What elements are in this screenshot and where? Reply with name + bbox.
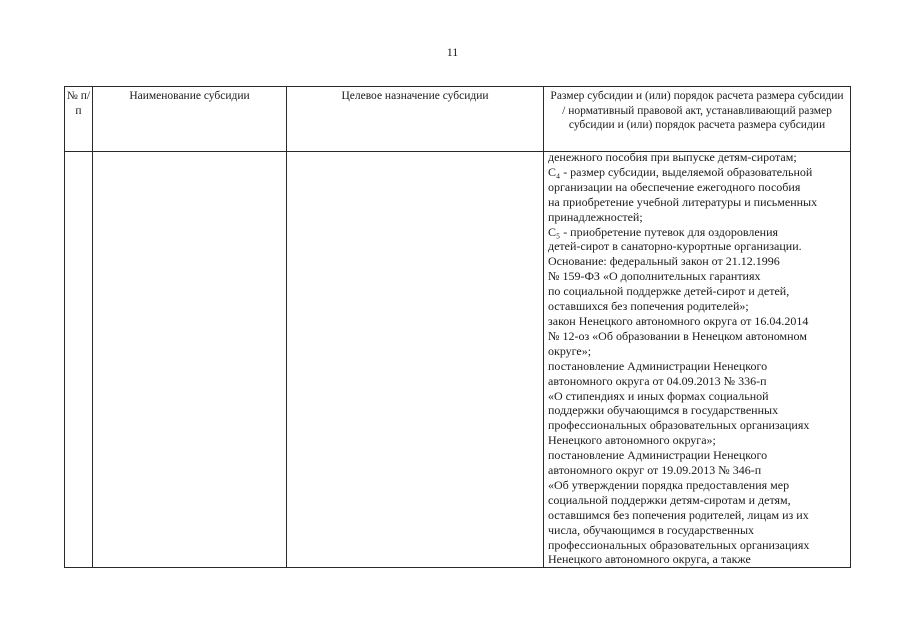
text-line: № 159-ФЗ «О дополнительных гарантиях xyxy=(548,269,761,284)
page-number: 11 xyxy=(446,45,459,59)
cell-subsidy-size xyxy=(544,152,851,568)
text-line: автономного округ от 19.09.2013 № 346-п xyxy=(548,463,762,478)
text-line: оставшихся без попечения родителей»; xyxy=(548,299,749,314)
text-line: поддержки обучающимся в государственных xyxy=(548,403,779,418)
text-line: закон Ненецкого автономного округа от 16.04.2014 xyxy=(548,313,809,328)
subsidy-table xyxy=(64,86,851,568)
text-line: округе»; xyxy=(548,343,592,358)
text-line: Основание: федеральный закон от 21.12.1996 xyxy=(548,254,780,269)
table-header-row xyxy=(65,87,851,152)
text-line: принадлежностей; xyxy=(548,209,643,224)
text-line: C₄ - размер субсидии, выделяемой образовательной xyxy=(548,164,813,179)
text-line: постановление Администрации Ненецкого xyxy=(548,358,768,373)
text-line: числа, обучающимся в государственных xyxy=(548,522,755,537)
cell-subsidy-purpose xyxy=(287,152,544,568)
text-line: № 12-оз «Об образовании в Ненецком автономном xyxy=(548,328,807,343)
subsidy-size-text xyxy=(544,150,850,567)
text-line: постановление Администрации Ненецкого xyxy=(548,448,768,463)
header-subsidy-purpose: Целевое назначение субсидии xyxy=(287,87,544,152)
text-line: социальной поддержки детям-сиротам и детям, xyxy=(548,492,791,507)
header-subsidy-name: Наименование субсидии xyxy=(93,87,287,152)
cell-subsidy-name xyxy=(93,152,287,568)
text-line: денежного пособия при выпуске детям-сиротам; xyxy=(548,150,797,164)
text-line: профессиональных образовательных организациях xyxy=(548,537,810,552)
text-line: автономного округа от 04.09.2013 № 336-п xyxy=(548,373,767,388)
header-number: № п/п xyxy=(65,87,93,152)
text-line: профессиональных образовательных организациях xyxy=(548,418,810,433)
text-line: организации на обеспечение ежегодного пособия xyxy=(548,179,801,194)
text-line: по социальной поддержке детей-сирот и детей, xyxy=(548,284,790,299)
text-line: детей-сирот в санаторно-курортные организации. xyxy=(548,239,802,254)
text-line: C₅ - приобретение путевок для оздоровления xyxy=(548,224,779,239)
text-line: «О стипендиях и иных формах социальной xyxy=(548,388,769,403)
text-line: оставшимся без попечения родителей, лицам из их xyxy=(548,507,809,522)
text-line: Ненецкого автономного округа, а также xyxy=(548,552,751,567)
text-line: Ненецкого автономного округа»; xyxy=(548,433,716,448)
header-subsidy-size: Размер субсидии и (или) порядок расчета размера субсидии / нормативный правовой акт, устанавливающий размер субсидии и (или) порядок расчета размера субсидии xyxy=(544,87,851,152)
text-line: на приобретение учебной литературы и письменных xyxy=(548,194,818,209)
cell-number xyxy=(65,152,93,568)
table-row xyxy=(65,152,851,568)
text-line: «Об утверждении порядка предоставления мер xyxy=(548,477,790,492)
